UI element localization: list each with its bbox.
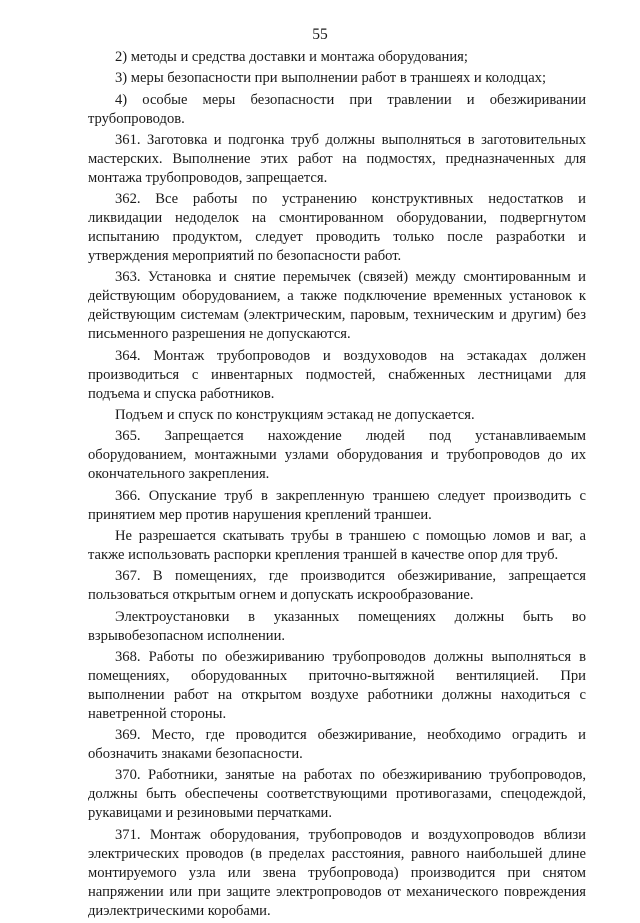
list-item-special-measures: 4) особые меры безопасности при травлении и обезжиривании трубопроводов.	[88, 91, 586, 127]
clause-367: 367. В помещениях, где производится обезжиривание, запрещается пользоваться открытым огнем и допускать искрообразование.	[88, 568, 586, 604]
clause-370: 370. Работники, занятые на работах по обезжириванию трубопроводов, должны быть обеспечены соответствующими противогазами, спецодеждой, рукавицами и резиновыми перчатками.	[88, 767, 586, 822]
document-body	[88, 48, 586, 923]
clause-361: 361. Заготовка и подгонка труб должны выполняться в заготовительных мастерских. Выполнение этих работ на подмостях, предназначенных для монтажа трубопроводов, запрещается.	[88, 131, 586, 186]
clause-367-note: Электроустановки в указанных помещениях должны быть во взрывобезопасном исполнении.	[88, 608, 586, 644]
clause-368: 368. Работы по обезжириванию трубопроводов должны выполняться в помещениях, оборудованных приточно-вытяжной вентиляцией. При выполнении работ на открытом воздухе работники должны находиться с наветренной стороны.	[88, 648, 586, 722]
clause-365: 365. Запрещается нахождение людей под устанавливаемым оборудованием, монтажными узлами оборудования и трубопроводов до их окончательного закрепления.	[88, 428, 586, 483]
page-number: 55	[312, 26, 328, 43]
clause-366: 366. Опускание труб в закрепленную траншею следует производить с принятием мер против нарушения креплений траншеи.	[88, 487, 586, 523]
clause-363: 363. Установка и снятие перемычек (связей) между смонтированным и действующим оборудованием, а также подключение временных установок к действующим системам (электрическим, паровым, техническим и другим) без письменного разрешения не допускаются.	[88, 269, 586, 343]
list-item-methods: 2) методы и средства доставки и монтажа оборудования;	[115, 49, 468, 65]
clause-369: 369. Место, где проводится обезжиривание, необходимо оградить и обозначить знаками безопасности.	[88, 727, 586, 763]
list-item-safety-trenches: 3) меры безопасности при выполнении работ в траншеях и колодцах;	[115, 70, 547, 87]
clause-366-note: Не разрешается скатывать трубы в траншею с помощью ломов и ваг, а также использовать распорки крепления траншей в качестве опор для труб.	[88, 527, 586, 563]
clause-364-note: Подъем и спуск по конструкциям эстакад не допускается.	[115, 407, 475, 424]
clause-364: 364. Монтаж трубопроводов и воздуховодов на эстакадах должен производиться с инвентарных подмостей, снабженных лестницами для подъема и спуска работников.	[88, 347, 586, 402]
clause-362: 362. Все работы по устранению конструктивных недостатков и ликвидации недоделок на смонтированном оборудовании, подвергнутом испытанию продуктом, следует проводить только после разработки и утверждения мероприятий по безопасности работ.	[88, 191, 586, 265]
clause-371: 371. Монтаж оборудования, трубопроводов и воздухопроводов вблизи электрических проводов (в пределах расстояния, равного наибольшей длине монтируемого узла или звена трубопровода) производится при снятом напряжении или при защите электропроводов от механического повреждения диэлектрическими коробами.	[88, 826, 586, 919]
